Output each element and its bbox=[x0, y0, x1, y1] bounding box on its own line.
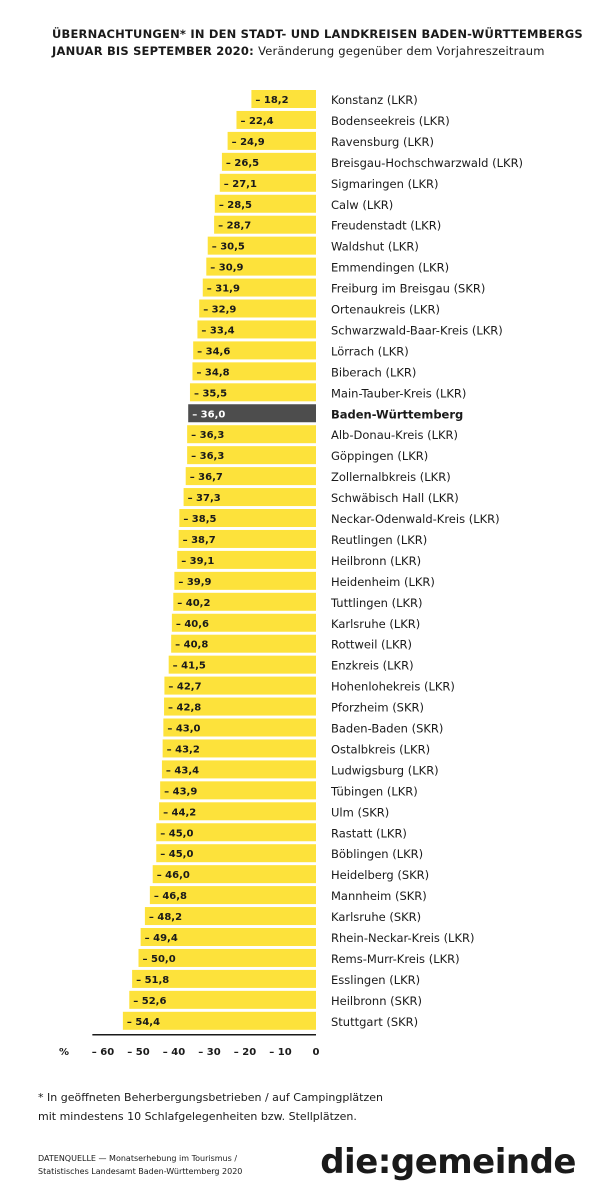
footnote-line-1: * In geöffneten Beherbergungsbetrieben / auf Campingplätzen bbox=[38, 1091, 383, 1104]
x-tick-label: – 40 bbox=[162, 1046, 186, 1058]
category-label: Ulm (SKR) bbox=[331, 805, 390, 820]
bar-value-label: – 34,6 bbox=[197, 346, 231, 358]
category-label: Ostalbkreis (LKR) bbox=[331, 742, 431, 757]
bar-value-label: – 35,5 bbox=[193, 388, 228, 400]
bar-value-label: – 46,0 bbox=[156, 870, 190, 882]
source-line-1: DATENQUELLE — Monatserhebung im Tourismus / bbox=[38, 1154, 238, 1163]
bar-value-label: – 43,0 bbox=[167, 723, 201, 735]
bar-value-label: – 30,5 bbox=[211, 241, 245, 253]
category-label: Freiburg im Breisgau (SKR) bbox=[331, 281, 486, 296]
bar-value-label: – 45,0 bbox=[160, 828, 194, 840]
category-label: Calw (LKR) bbox=[331, 197, 394, 212]
bar-value-label: – 18,2 bbox=[255, 95, 289, 106]
category-label: Karlsruhe (SKR) bbox=[331, 910, 422, 925]
footnote-line-2: mit mindestens 10 Schlafgelegenheiten bzw. Stellplätzen. bbox=[38, 1110, 357, 1123]
category-label: Bodenseekreis (LKR) bbox=[331, 113, 450, 128]
source-line-2: Statistisches Landesamt Baden-Württemberg 2020 bbox=[38, 1167, 243, 1176]
category-label: Lörrach (LKR) bbox=[331, 344, 409, 359]
category-label: Sigmaringen (LKR) bbox=[331, 176, 439, 191]
category-label: Stuttgart (SKR) bbox=[331, 1014, 419, 1029]
category-label: Tübingen (LKR) bbox=[331, 784, 418, 799]
footnote bbox=[38, 1088, 383, 1126]
bar-value-label: – 28,7 bbox=[218, 220, 252, 232]
bar-value-label: – 39,9 bbox=[178, 576, 212, 588]
category-label: Freudenstadt (LKR) bbox=[331, 218, 442, 233]
category-label: Mannheim (SKR) bbox=[331, 889, 427, 904]
bar-value-label: – 33,4 bbox=[201, 325, 235, 337]
category-label: Emmendingen (LKR) bbox=[331, 260, 450, 275]
category-label: Breisgau-Hochschwarzwald (LKR) bbox=[331, 155, 524, 170]
category-label: Rottweil (LKR) bbox=[331, 637, 412, 652]
category-label: Waldshut (LKR) bbox=[331, 239, 419, 254]
bar-value-label: – 42,8 bbox=[168, 702, 202, 714]
x-tick-label: 0 bbox=[312, 1046, 320, 1058]
bar-value-label: – 48,2 bbox=[148, 912, 183, 924]
bar-value-label: – 36,3 bbox=[191, 451, 225, 463]
bar-value-label: – 28,5 bbox=[218, 199, 252, 211]
category-label: Rems-Murr-Kreis (LKR) bbox=[331, 951, 460, 966]
category-label: Zollernalbkreis (LKR) bbox=[331, 470, 451, 485]
bar-value-label: – 26,5 bbox=[225, 157, 260, 169]
category-label: Alb-Donau-Kreis (LKR) bbox=[331, 428, 459, 443]
x-tick-label: – 20 bbox=[233, 1046, 257, 1058]
category-label: Esslingen (LKR) bbox=[331, 972, 421, 987]
bar-value-label: – 46,8 bbox=[153, 891, 188, 903]
category-label: Böblingen (LKR) bbox=[331, 847, 424, 862]
bar-value-label: – 32,9 bbox=[203, 304, 237, 316]
bar-value-label: – 37,3 bbox=[187, 493, 221, 505]
bar-value-label: – 30,9 bbox=[210, 262, 244, 274]
publisher-logo: die:gemeinde bbox=[320, 1142, 576, 1182]
subtitle-period: JANUAR BIS SEPTEMBER 2020: bbox=[52, 44, 254, 58]
bar-value-label: – 38,7 bbox=[182, 534, 216, 546]
bar-value-label: – 43,2 bbox=[166, 744, 200, 756]
category-label: Heidenheim (LKR) bbox=[331, 574, 435, 589]
bar-value-label: – 40,2 bbox=[177, 597, 211, 609]
bar-value-label: – 54,4 bbox=[126, 1016, 161, 1028]
bar-value-label: – 36,0 bbox=[192, 409, 226, 421]
bar-value-label: – 34,8 bbox=[196, 367, 230, 379]
category-label: Ortenaukreis (LKR) bbox=[331, 302, 440, 317]
category-label: Reutlingen (LKR) bbox=[331, 532, 428, 547]
category-label: Karlsruhe (LKR) bbox=[331, 616, 421, 631]
bar-value-label: – 38,5 bbox=[183, 514, 217, 525]
bar-value-label: – 40,8 bbox=[175, 639, 209, 651]
category-label: Pforzheim (SKR) bbox=[331, 700, 425, 715]
bar-value-label: – 27,1 bbox=[223, 178, 257, 190]
category-label: Rhein-Neckar-Kreis (LKR) bbox=[331, 931, 475, 945]
chart-title: ÜBERNACHTUNGEN* IN DEN STADT- UND LANDKREISEN BADEN-WÜRTTEMBERGS bbox=[52, 27, 583, 41]
category-label: Biberach (LKR) bbox=[331, 365, 417, 380]
subtitle-description: Veränderung gegenüber dem Vorjahreszeitraum bbox=[258, 44, 545, 58]
bar-value-label: – 43,9 bbox=[164, 786, 198, 798]
x-axis-unit-label: % bbox=[59, 1046, 70, 1058]
x-tick-label: – 30 bbox=[198, 1046, 221, 1058]
category-label: Göppingen (LKR) bbox=[331, 449, 429, 464]
category-label: Heidelberg (SKR) bbox=[331, 868, 430, 883]
bar-value-label: – 41,5 bbox=[172, 660, 206, 672]
category-label: Tuttlingen (LKR) bbox=[331, 595, 423, 610]
bar-value-label: – 42,7 bbox=[168, 681, 202, 693]
bar-value-label: – 22,4 bbox=[240, 115, 274, 127]
category-label: Heilbronn (SKR) bbox=[331, 993, 422, 1008]
bar-value-label: – 44,2 bbox=[163, 807, 197, 819]
bar-value-label: – 36,3 bbox=[191, 430, 225, 442]
category-label: Konstanz (LKR) bbox=[331, 93, 418, 107]
bar-value-label: – 49,4 bbox=[144, 933, 178, 944]
category-label: Baden-Baden (SKR) bbox=[331, 721, 444, 736]
bar-value-label: – 51,8 bbox=[136, 974, 170, 986]
x-tick-label: – 50 bbox=[127, 1046, 150, 1058]
x-tick-label: – 10 bbox=[269, 1046, 292, 1058]
data-source bbox=[38, 1152, 242, 1178]
bar-value-label: – 36,7 bbox=[189, 472, 223, 484]
bar-value-label: – 52,6 bbox=[133, 995, 167, 1007]
category-label: Heilbronn (LKR) bbox=[331, 553, 422, 568]
bar-value-label: – 45,0 bbox=[160, 849, 194, 861]
category-label: Ludwigsburg (LKR) bbox=[331, 763, 439, 778]
category-label: Ravensburg (LKR) bbox=[331, 134, 434, 149]
category-label: Neckar-Odenwald-Kreis (LKR) bbox=[331, 512, 500, 526]
category-label: Schwäbisch Hall (LKR) bbox=[331, 491, 459, 506]
x-tick-label: – 60 bbox=[91, 1046, 115, 1058]
category-label: Hohenlohekreis (LKR) bbox=[331, 679, 455, 694]
bar-value-label: – 50,0 bbox=[142, 953, 176, 965]
category-label: Schwarzwald-Baar-Kreis (LKR) bbox=[331, 323, 503, 338]
bar-value-label: – 40,6 bbox=[175, 618, 210, 630]
category-label: Rastatt (LKR) bbox=[331, 826, 407, 841]
category-label: Enzkreis (LKR) bbox=[331, 658, 414, 673]
category-label: Baden-Württemberg bbox=[331, 407, 464, 422]
bar-value-label: – 24,9 bbox=[231, 136, 265, 148]
bar-value-label: – 31,9 bbox=[206, 283, 240, 295]
bar-value-label: – 39,1 bbox=[181, 555, 215, 567]
bar-value-label: – 43,4 bbox=[165, 765, 200, 777]
category-label: Main-Tauber-Kreis (LKR) bbox=[331, 386, 467, 401]
